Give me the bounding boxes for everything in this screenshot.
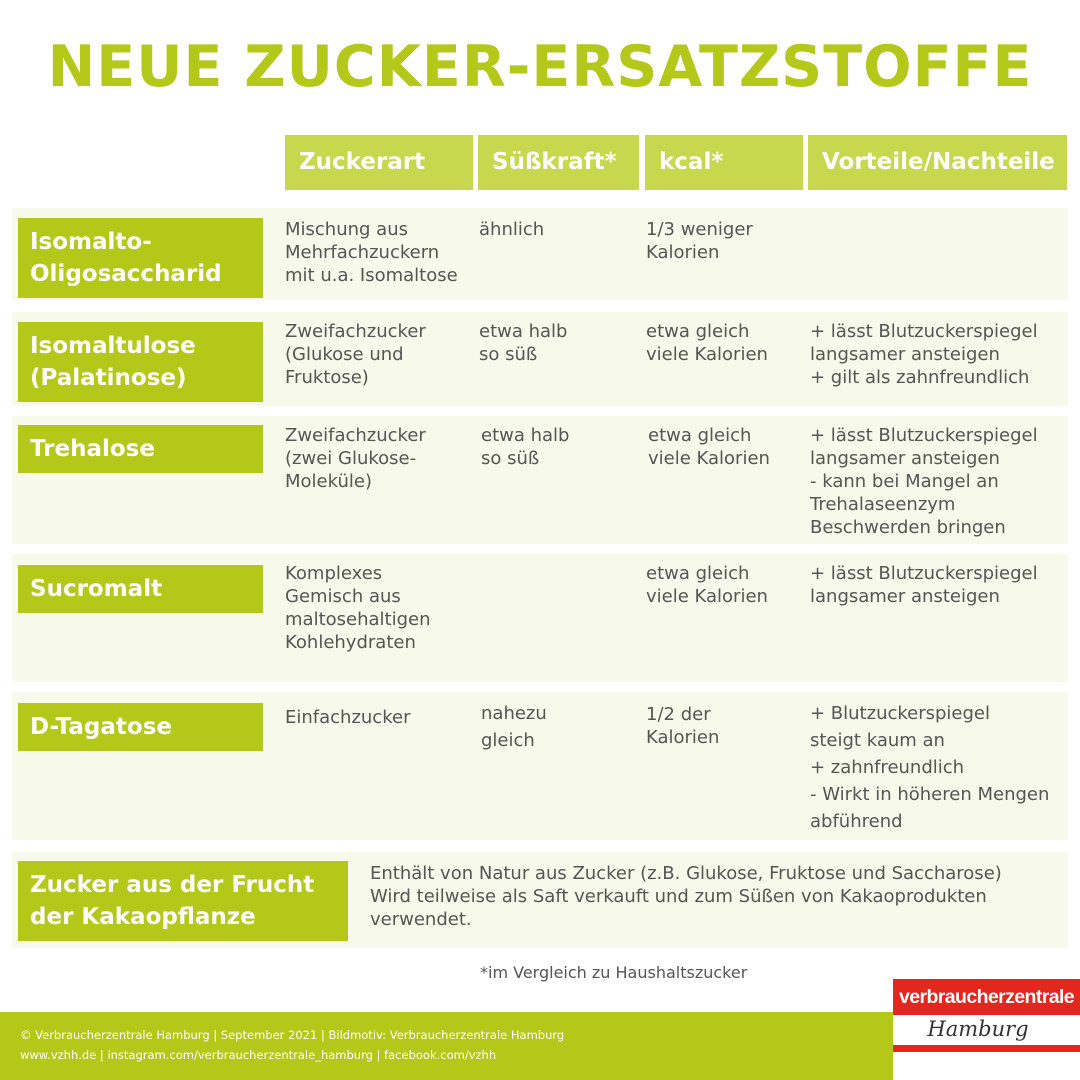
row-label-isomaltulose: Isomaltulose (Palatinose) [18,322,263,402]
cell-zuckerart: Zweifachzucker (zwei Glukose- Moleküle) [285,425,426,492]
cell-zuckerart: Mischung aus Mehrfachzuckern mit u.a. Isomaltose [285,219,458,286]
footer-copyright: © Verbraucherzentrale Hamburg | September 2021 | Bildmotiv: Verbraucherzentrale Hamburg [20,1028,565,1042]
footer-links: www.vzhh.de | instagram.com/verbraucherzentrale_hamburg | facebook.com/vzhh [20,1048,497,1062]
cell-suesskraft: etwa halb so süß [481,425,570,469]
cocoa-description [370,862,1060,931]
cocoa-line: Wird teilweise als Saft verkauft und zum Süßen von Kakaoprodukten [370,886,987,907]
row-label-kakaopflanze: Zucker aus der Frucht der Kakaopflanze [18,861,348,941]
logo-wordmark: verbraucherzentrale [893,979,1080,1015]
row-label-sucromalt: Sucromalt [18,565,263,613]
verbraucherzentrale-logo [893,979,1080,1080]
cocoa-line: verwendet. [370,909,472,930]
footnote: *im Vergleich zu Haushaltszucker [480,963,748,982]
cell-vorteile-nachteile: + lässt Blutzuckerspiegel langsamer ansteigen + gilt als zahnfreundlich [810,321,1038,388]
cell-kcal: 1/3 weniger Kalorien [646,219,753,263]
cell-zuckerart: Komplexes Gemisch aus maltosehaltigen Kohlehydraten [285,563,431,653]
cell-zuckerart: Einfachzucker [285,707,411,728]
column-header-vorteile-nachteile: Vorteile/Nachteile [808,135,1067,190]
cell-suesskraft: ähnlich [479,219,545,240]
page-title: NEUE ZUCKER-ERSATZSTOFFE [47,34,1033,100]
cell-kcal: etwa gleich viele Kalorien [646,563,768,607]
cell-vorteile-nachteile: + lässt Blutzuckerspiegel langsamer ansteigen - kann bei Mangel an Trehalaseenzym Beschwerden bringen [810,425,1038,538]
column-header-suesskraft: Süßkraft* [478,135,639,190]
logo-city-script: Hamburg [927,1017,1029,1041]
logo-stripe [893,1045,1080,1052]
cell-suesskraft: etwa halb so süß [479,321,568,365]
cell-kcal: etwa gleich viele Kalorien [648,425,770,469]
cell-zuckerart: Zweifachzucker (Glukose und Fruktose) [285,321,426,388]
column-header-kcal: kcal* [645,135,803,190]
column-header-zuckerart: Zuckerart [285,135,473,190]
cell-kcal: 1/2 der Kalorien [646,704,720,748]
cell-kcal: etwa gleich viele Kalorien [646,321,768,365]
row-label-trehalose: Trehalose [18,425,263,473]
row-label-d-tagatose: D-Tagatose [18,703,263,751]
cell-vorteile-nachteile: + lässt Blutzuckerspiegel langsamer ansteigen [810,563,1038,607]
row-label-isomalto-oligosaccharid: Isomalto- Oligosaccharid [18,218,263,298]
cell-suesskraft: nahezu gleich [481,703,547,751]
cell-vorteile-nachteile: + Blutzuckerspiegel steigt kaum an + zahnfreundlich - Wirkt in höheren Mengen abführend [810,703,1050,832]
cocoa-line: Enthält von Natur aus Zucker (z.B. Glukose, Fruktose und Saccharose) [370,863,1002,884]
